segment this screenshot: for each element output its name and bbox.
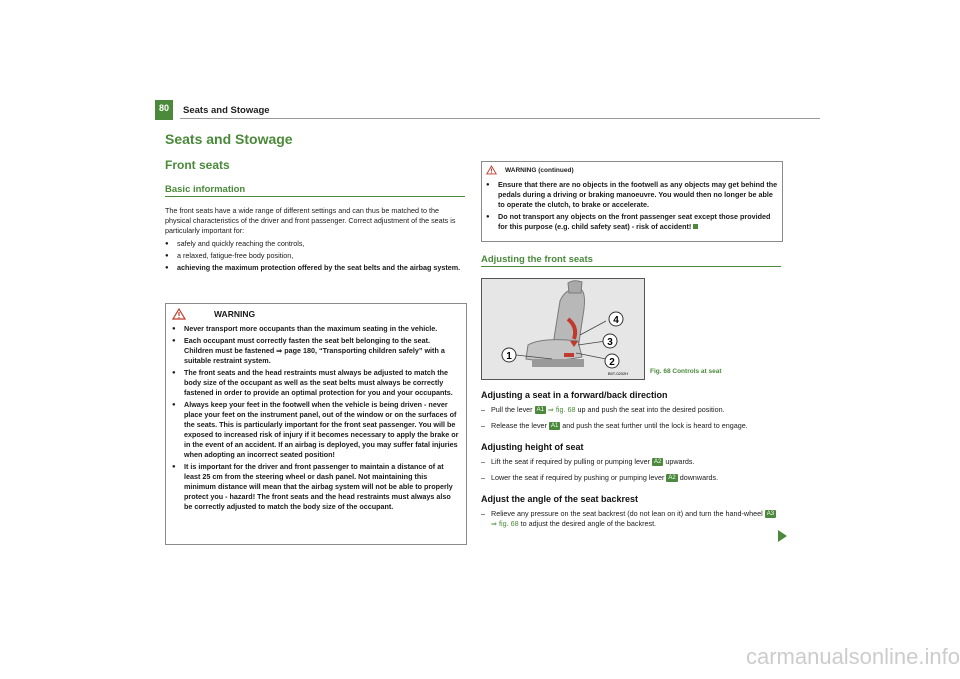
figure-label-1: 1 — [506, 351, 512, 362]
warning-continued-title: WARNING (continued) — [505, 166, 574, 174]
warning-triangle-icon — [172, 308, 186, 320]
warning-header — [166, 304, 466, 320]
section-title: Front seats — [165, 158, 230, 172]
height-steps — [481, 457, 781, 483]
list-item: ● a relaxed, fatigue-free body position, — [165, 251, 465, 261]
header-divider — [180, 118, 820, 119]
lever-badge: A2 — [668, 475, 676, 482]
figure-link[interactable]: ⇒ fig. 68 — [491, 519, 519, 528]
fwd-back-subheading: Adjusting a seat in a forward/back direction — [481, 390, 668, 400]
step: – Lift the seat if required by pulling or pumping lever A2 upwards. — [481, 457, 781, 467]
warning-continued-header — [482, 162, 782, 175]
adjusting-seats-heading: Adjusting the front seats — [481, 254, 593, 265]
figure-label-4: 4 — [613, 315, 619, 326]
backrest-steps — [481, 509, 781, 529]
warning-item: ● Always keep your feet in the footwell when the vehicle is being driven - never place your feet on the instrument panel, out of the window or on the surfaces of the seats. This is particularly important for the front seat passenger. You will be exposed to increased risk of injury if it becomes necessary to apply the brake or in the event of an accident. If an airbag is deployed, you may suffer fatal injuries when adopting an incorrect seated position! — [172, 400, 460, 460]
heading-rule — [165, 196, 465, 197]
intro-paragraph: The front seats have a wide range of different settings and can thus be matched to the physical characteristics of the driver and front passenger. Correct adjustment of the seats is particularly important for: — [165, 206, 456, 235]
warning-item: ● Never transport more occupants than the maximum seating in the vehicle. — [172, 324, 460, 334]
backrest-subheading: Adjust the angle of the seat backrest — [481, 494, 639, 504]
chapter-title: Seats and Stowage — [165, 131, 293, 147]
basic-info-heading: Basic information — [165, 184, 246, 195]
step: – Relieve any pressure on the seat backrest (do not lean on it) and turn the hand-wheel A3 ⇒ fig. 68 to adjust the desired angle of the backrest. — [481, 509, 781, 529]
warning-item: ● Do not transport any objects on the front passenger seat except those provided for this purpose (e.g. child safety seat) - risk of accident! — [486, 212, 778, 232]
warning-item: ● The front seats and the head restraints must always be adjusted to match the body size of the occupant as well as the seat belts must always be correctly fastened in order to provide an optimal protection for you and your occupants. — [172, 368, 460, 398]
warning-continued-box — [481, 161, 783, 242]
fwd-back-steps — [481, 405, 781, 431]
watermark: carmanualsonline.info — [745, 644, 960, 669]
next-page-arrow-icon[interactable] — [778, 530, 787, 542]
end-marker-icon — [693, 224, 698, 229]
lever-badge: A1 — [550, 423, 559, 430]
list-item: ● safely and quickly reaching the controls, — [165, 239, 465, 249]
handwheel-badge: A3 — [766, 511, 775, 518]
lever-badge: A2 — [654, 459, 662, 466]
figure-caption: Fig. 68 Controls at seat — [650, 368, 722, 375]
seat-illustration — [482, 279, 644, 379]
basic-info-body — [165, 206, 465, 273]
figure-label-3: 3 — [607, 337, 613, 348]
warning-list — [166, 320, 466, 512]
step: – Pull the lever A1 ⇒ fig. 68 up and push the seat into the desired position. — [481, 405, 781, 415]
warning-item: ● Each occupant must correctly fasten the seat belt belonging to the seat. Children must be fastened ⇒ page 180, “Transporting children safely” with a suitable restraint system. — [172, 336, 460, 366]
heading-rule — [481, 266, 781, 267]
warning-box — [165, 303, 467, 545]
figure-label-2: 2 — [609, 357, 615, 368]
step: – Lower the seat if required by pushing or pumping lever A2 downwards. — [481, 473, 781, 483]
warning-continued-list — [482, 175, 782, 232]
warning-item: ● Ensure that there are no objects in the footwell as any objects may get behind the pedals during a driving or braking manoeuvre. You would then no longer be able to operate the clutch, to brake or accelerate. — [486, 180, 778, 210]
running-header: Seats and Stowage — [183, 105, 270, 116]
step: – Release the lever A1 and push the seat further until the lock is heard to engage. — [481, 421, 781, 431]
figure-link[interactable]: ⇒ fig. 68 — [547, 405, 576, 414]
page-number: 80 — [158, 103, 169, 113]
warning-title: WARNING — [214, 309, 256, 319]
list-item: ● achieving the maximum protection offered by the seat belts and the airbag system. — [165, 263, 465, 273]
warning-item: ● It is important for the driver and front passenger to maintain a distance of at least 25 cm from the steering wheel or dash panel. Not maintaining this minimum distance will mean that the airbag system will not be able to properly protect you - hazard! The front seats and the head restraints must always also be correctly adjusted to match the body size of the occupant. — [172, 462, 460, 512]
height-subheading: Adjusting height of seat — [481, 442, 584, 452]
lever-badge: A1 — [536, 407, 544, 414]
seat-controls-figure — [481, 278, 645, 380]
warning-triangle-icon — [486, 165, 497, 175]
figure-code: B5T-0202H — [607, 371, 629, 376]
